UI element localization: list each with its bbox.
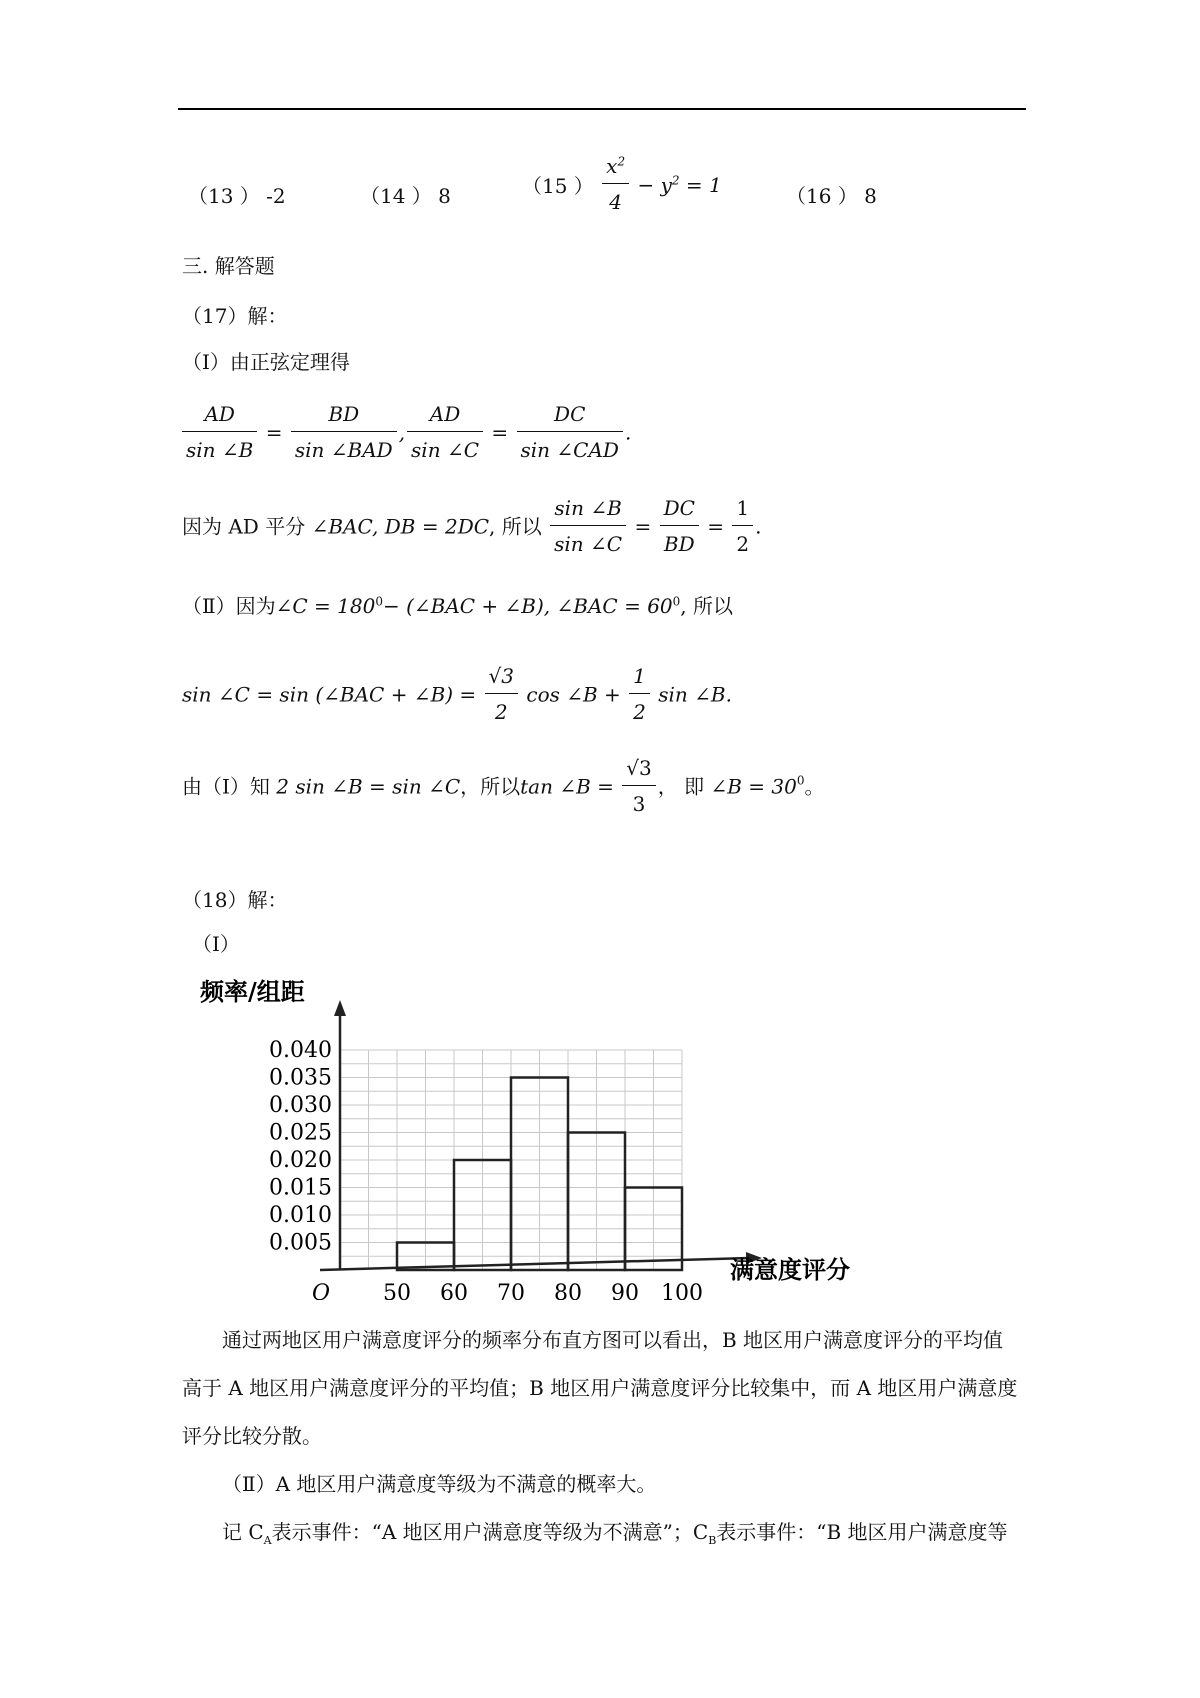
x-axis-label: 满意度评分 (730, 1255, 850, 1284)
sin-c-expansion-equation: sin ∠C = sin (∠BAC + ∠B) = $\frac{√3}{2}$ cos ∠B + $\frac{1}{2}$ sin ∠B. (182, 664, 732, 724)
law-of-sines-equation: $\frac{AD}{\sin \angle B}$ = $\frac{BD}{\text{sin ∠BAD}}$ , $\frac{AD}{\sin \angle C}$ = $\frac{DC}{\text{sin ∠CAD}}$ . (180, 402, 631, 463)
x-axis-line (320, 1258, 750, 1270)
q17-part1-label: （Ⅰ）由正弦定理得 (182, 350, 350, 374)
answers-row (188, 154, 988, 230)
q18-analysis-paragraph: 通过两地区用户满意度评分的频率分布直方图可以看出，B 地区用户满意度评分的平均值高于 A 地区用户满意度评分的平均值；B 地区用户满意度评分比较集中，而 A 地区用户满意度评分比较分散。 (182, 1328, 1018, 1448)
q17-label: （17）解： (182, 304, 288, 328)
y-tick-label: 0.020 (269, 1148, 332, 1173)
y-axis-label: 频率/组距 (200, 977, 305, 1006)
x-tick-label: 80 (554, 1281, 582, 1300)
y-tick-label: 0.040 (269, 1038, 332, 1063)
q17-part2-line: （Ⅱ）因为∠C = $180^0-$ (∠BAC + ∠B), ∠BAC = $60^0$, 所以 (182, 594, 733, 618)
header-rule (178, 108, 1026, 110)
q17-ratio-line: 因为 AD 平分 ∠BAC, DB = 2DC, 所以 $\frac{\sin \angle B}{\sin \angle C}$ = $\frac{DC}{BD}$ = $\frac{1}{2}$ . (182, 496, 762, 556)
x-tick-label: 50 (383, 1281, 411, 1300)
y-tick-labels (269, 1038, 332, 1256)
y-tick-label: 0.010 (269, 1203, 332, 1228)
answer-14: （14 ） 8 (360, 184, 451, 208)
origin-label: O (312, 1281, 331, 1300)
section-title: 三. 解答题 (182, 254, 275, 278)
q17-conclusion-line: 由（Ⅰ）知 2 sin ∠B = sin ∠C，所以tan ∠B = $\frac{√3}{3}$ ， 即 ∠B = $30^0$。 (182, 756, 825, 816)
frequency-histogram (190, 970, 890, 1300)
answer-16: （16 ） 8 (786, 184, 877, 208)
q18-event-definition-paragraph: 记 $C_A$表示事件：“A 地区用户满意度等级为不满意”；$C_B$表示事件：“B 地区用户满意度等 (222, 1520, 1008, 1547)
x-tick-label: 70 (497, 1281, 525, 1300)
answer-15: （15 ） $\frac{x^2}{4}$ − $y^2 = 1$ (522, 154, 722, 214)
q18-part1-label: （Ⅰ） (192, 932, 240, 956)
x-tick-label: 100 (661, 1281, 703, 1300)
y-axis-arrow (334, 1000, 346, 1016)
y-tick-label: 0.005 (269, 1230, 332, 1256)
x-tick-label: 60 (440, 1281, 468, 1300)
y-tick-label: 0.025 (269, 1120, 332, 1146)
y-tick-label: 0.015 (269, 1175, 332, 1201)
q18-part2-paragraph: （Ⅱ）A 地区用户满意度等级为不满意的概率大。 (222, 1472, 657, 1496)
q18-label: （18）解： (182, 888, 288, 912)
answer-13: （13 ） -2 (188, 184, 286, 208)
chart-axes (320, 1000, 762, 1270)
x-tick-label: 90 (611, 1281, 639, 1300)
x-tick-labels (383, 1281, 703, 1300)
y-tick-label: 0.035 (269, 1065, 332, 1091)
y-tick-label: 0.030 (269, 1093, 332, 1118)
